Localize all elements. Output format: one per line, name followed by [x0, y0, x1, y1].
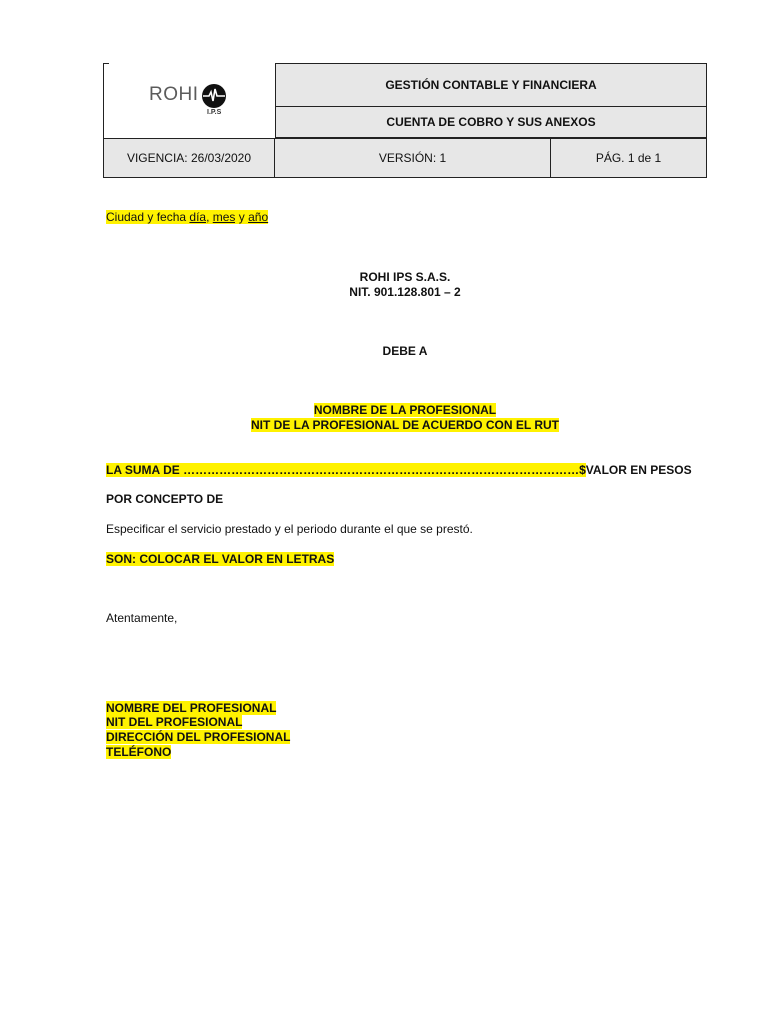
date-day: día [189, 210, 207, 224]
signature-address: DIRECCIÓN DEL PROFESIONAL [106, 730, 291, 744]
header-table [103, 63, 707, 178]
title-sub: CUENTA DE COBRO Y SUS ANEXOS [275, 107, 707, 138]
professional-name: NOMBRE DE LA PROFESIONAL [313, 403, 497, 417]
amount-label: LA SUMA DE ………………………………………………………………………………………$ [106, 463, 586, 477]
date-sep-2: y [235, 210, 249, 224]
logo-cell [103, 63, 275, 138]
professional-name-line [103, 403, 707, 418]
company-logo [149, 81, 239, 125]
city-date-line [106, 210, 268, 225]
signature-nit-line [106, 715, 242, 730]
signature-name-line [106, 701, 276, 716]
logo-text: ROHI [149, 84, 199, 105]
version-cell: VERSIÓN: 1 [275, 138, 551, 178]
signature-name: NOMBRE DEL PROFESIONAL [106, 701, 277, 715]
title-main: GESTIÓN CONTABLE Y FINANCIERA [275, 63, 707, 107]
signature-phone-line [106, 745, 171, 760]
signature-nit: NIT DEL PROFESIONAL [106, 715, 243, 729]
professional-nit-rut: NIT DE LA PROFESIONAL DE ACUERDO CON EL RUT [250, 418, 559, 432]
page-number-cell: PÁG. 1 de 1 [551, 138, 707, 178]
city-date-prefix: Ciudad y fecha [106, 210, 190, 224]
company-name: ROHI IPS S.A.S. [359, 270, 451, 284]
vigencia-cell: VIGENCIA: 26/03/2020 [103, 138, 275, 178]
logo-subtext: I.P.S [207, 109, 222, 116]
concept-label: POR CONCEPTO DE [106, 492, 224, 506]
heartbeat-icon [202, 84, 226, 108]
amount-value: VALOR EN PESOS [585, 463, 692, 477]
professional-nit-line [103, 418, 707, 433]
date-year: año [248, 210, 269, 224]
amount-in-words-line [106, 552, 334, 567]
amount-line [106, 463, 692, 478]
date-sep-1: , [206, 210, 213, 224]
closing: Atentamente, [106, 611, 178, 625]
debe-a-heading: DEBE A [382, 344, 428, 358]
company-nit: NIT. 901.128.801 – 2 [349, 285, 461, 299]
signature-phone: TELÉFONO [106, 745, 172, 759]
date-month: mes [212, 210, 236, 224]
concept-text: Especificar el servicio prestado y el periodo durante el que se prestó. [106, 522, 473, 536]
signature-address-line [106, 730, 290, 745]
amount-in-words: SON: COLOCAR EL VALOR EN LETRAS [106, 552, 335, 566]
